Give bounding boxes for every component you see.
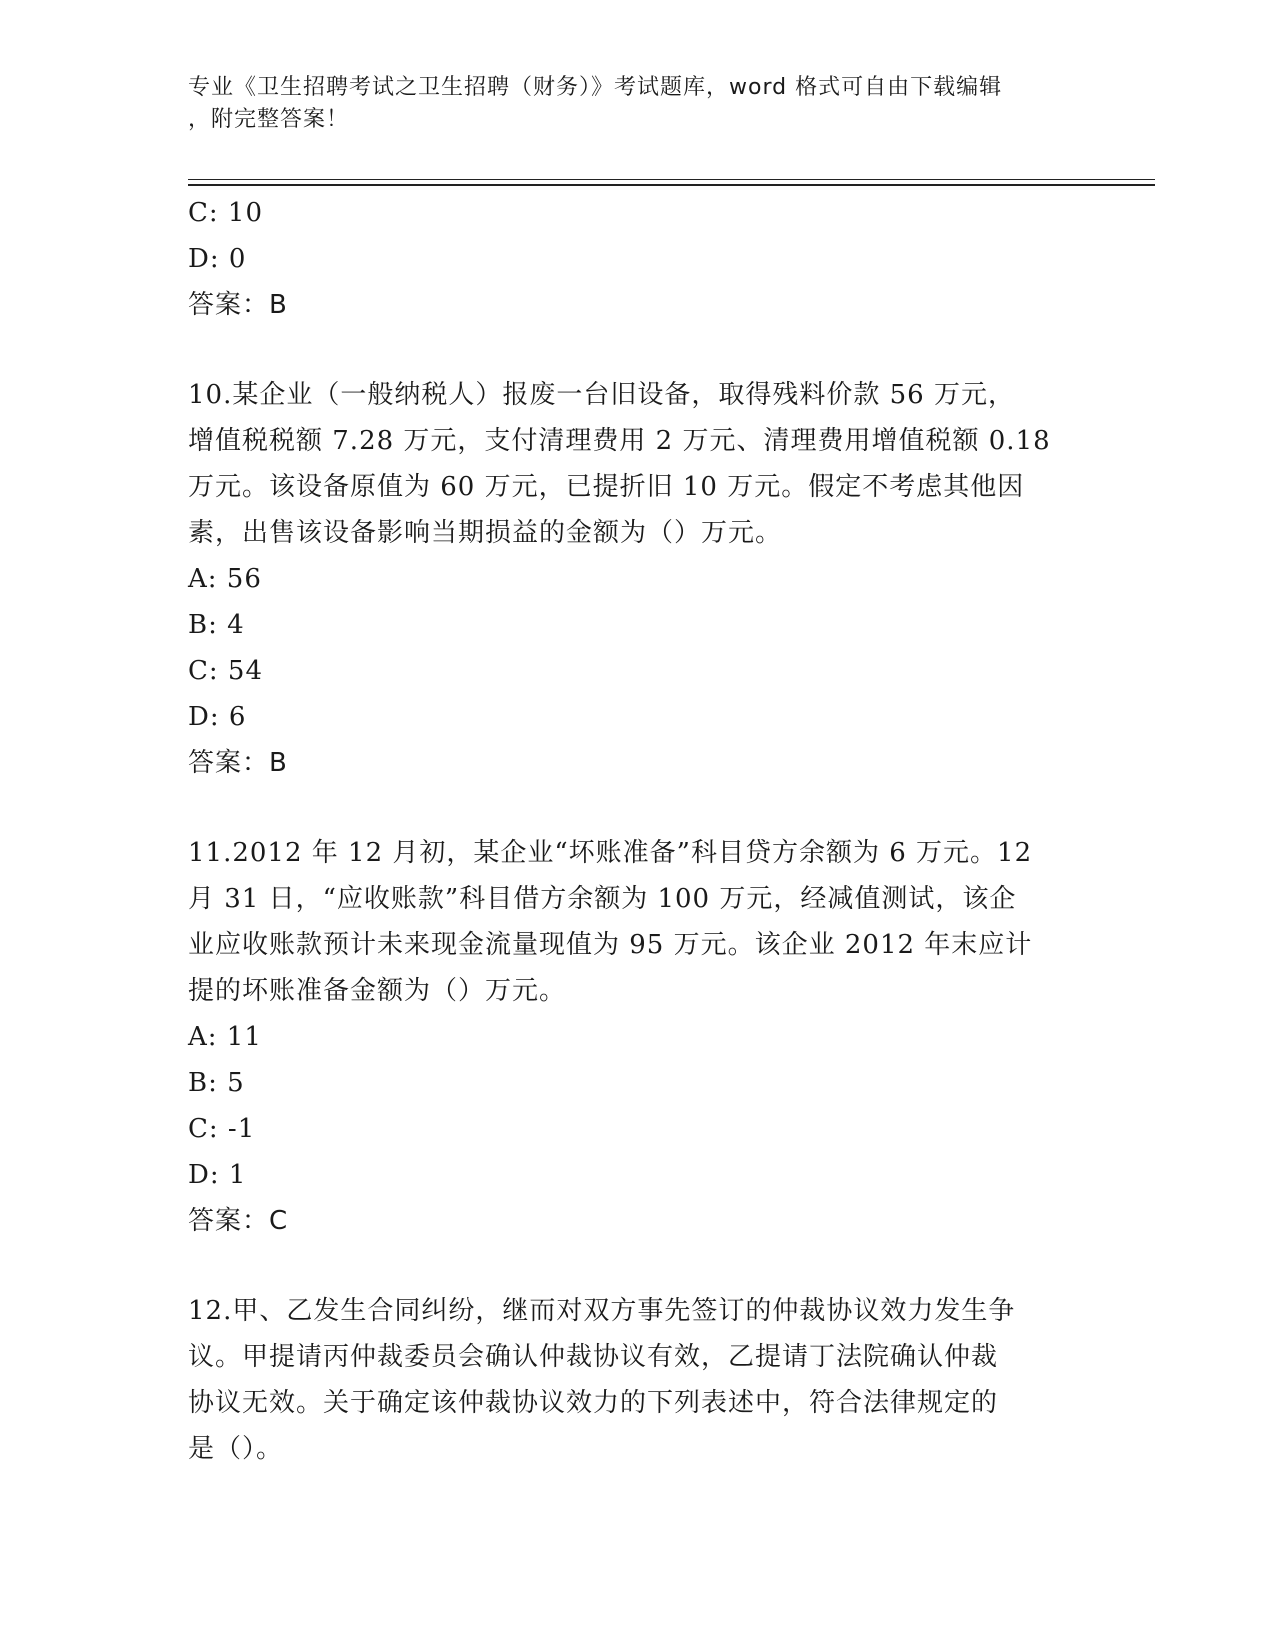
header-divider-thin <box>188 179 1155 180</box>
question-text-line: 万元。该设备原值为 60 万元，已提折旧 10 万元。假定不考虑其他因 <box>188 472 1025 502</box>
question-text-line: 素，出售该设备影响当期损益的金额为（）万元。 <box>188 518 783 548</box>
question-content <box>188 190 1088 1472</box>
question-text-line: 10.某企业（一般纳税人）报废一台旧设备，取得残料价款 56 万元， <box>188 380 1015 410</box>
question-text-line: 11.2012 年 12 月初，某企业“坏账准备”科目贷方余额为 6 万元。12 <box>188 838 1033 868</box>
question-text-line: 协议无效。关于确定该仲裁协议效力的下列表述中，符合法律规定的 <box>188 1388 999 1418</box>
option-d: D: 0 <box>188 244 247 274</box>
question-text-line: 12.甲、乙发生合同纠纷，继而对双方事先签订的仲裁协议效力发生争 <box>188 1296 1016 1326</box>
header-divider-thick <box>188 184 1155 186</box>
answer: 答案：B <box>188 748 288 778</box>
header-line-1: 专业《卫生招聘考试之卫生招聘（财务）》考试题库，word 格式可自由下载编辑 <box>188 75 1003 100</box>
question-text-line: 月 31 日，“应收账款”科目借方余额为 100 万元，经减值测试，该企 <box>188 884 1017 914</box>
question-text-line: 业应收账款预计未来现金流量现值为 95 万元。该企业 2012 年末应计 <box>188 930 1033 960</box>
document-header <box>188 72 1088 136</box>
option-a: A: 56 <box>188 564 262 594</box>
question-text-line: 议。甲提请丙仲裁委员会确认仲裁协议有效，乙提请丁法院确认仲裁 <box>188 1342 999 1372</box>
option-d: D: 1 <box>188 1160 247 1190</box>
option-b: B: 4 <box>188 610 245 640</box>
option-c: C: 10 <box>188 198 264 228</box>
header-line-2: ，附完整答案！ <box>188 107 350 132</box>
answer: 答案：C <box>188 1206 289 1236</box>
option-c: C: 54 <box>188 656 264 686</box>
question-12 <box>188 1288 1088 1472</box>
option-a: A: 11 <box>188 1022 262 1052</box>
question-text-line: 增值税税额 7.28 万元，支付清理费用 2 万元、清理费用增值税额 0.18 <box>188 426 1051 456</box>
question-9-tail <box>188 190 1088 328</box>
answer: 答案：B <box>188 290 288 320</box>
question-text-line: 是（）。 <box>188 1434 284 1464</box>
option-d: D: 6 <box>188 702 247 732</box>
question-11 <box>188 830 1088 1244</box>
question-10 <box>188 372 1088 786</box>
option-b: B: 5 <box>188 1068 245 1098</box>
option-c: C: -1 <box>188 1114 256 1144</box>
question-text-line: 提的坏账准备金额为（）万元。 <box>188 976 567 1006</box>
